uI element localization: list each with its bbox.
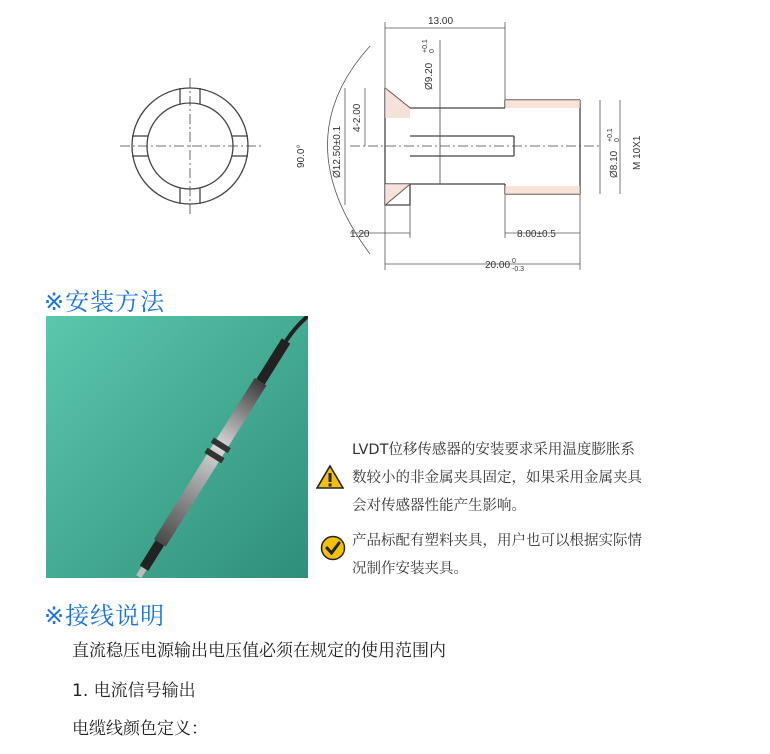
warning-icon bbox=[316, 464, 344, 490]
dim-8-10: Ø8.10 bbox=[609, 150, 620, 178]
dim-90: 90.0° bbox=[296, 144, 307, 168]
wiring-line-2: 1. 电流信号输出 bbox=[72, 681, 196, 701]
wiring-line-1: 直流稳压电源输出电压值必须在规定的使用范围内 bbox=[72, 641, 446, 661]
svg-text:+0.1: +0.1 bbox=[607, 128, 614, 142]
dim-1-20: 1.20 bbox=[350, 229, 370, 240]
dim-m10: M 10X1 bbox=[632, 135, 643, 170]
dim-8-00: 8.00±0.5 bbox=[517, 229, 556, 240]
warning-note: LVDT位移传感器的安装要求采用温度膨胀系 数较小的非金属夹具固定，如果采用金属夹具 会对传感器性能产生影响。 bbox=[352, 442, 642, 514]
svg-text:+0.1: +0.1 bbox=[422, 39, 429, 53]
dim-20-00: 20.00 bbox=[485, 260, 511, 271]
dim-13: 13.00 bbox=[428, 16, 454, 27]
svg-text:0: 0 bbox=[614, 138, 621, 142]
checkmark-icon bbox=[320, 535, 346, 561]
sensor-photo bbox=[46, 316, 308, 578]
install-title: ※安装方法 bbox=[44, 288, 166, 316]
technical-drawing bbox=[0, 0, 770, 282]
dim-12-50: Ø12.50±0.1 bbox=[332, 125, 343, 178]
svg-text:0: 0 bbox=[429, 49, 436, 53]
dim-9-20: Ø9.20 bbox=[424, 62, 435, 90]
svg-text:0: 0 bbox=[512, 258, 516, 265]
ok-note: 产品标配有塑料夹具，用户也可以根据实际情 况制作安装夹具。 bbox=[352, 533, 642, 577]
wiring-line-3: 电缆线颜色定义： bbox=[72, 719, 208, 739]
dim-4-2: 4-2.00 bbox=[352, 103, 363, 132]
front-view bbox=[120, 78, 262, 214]
svg-text:-0.3: -0.3 bbox=[512, 266, 525, 273]
wiring-title: ※接线说明 bbox=[44, 602, 166, 630]
